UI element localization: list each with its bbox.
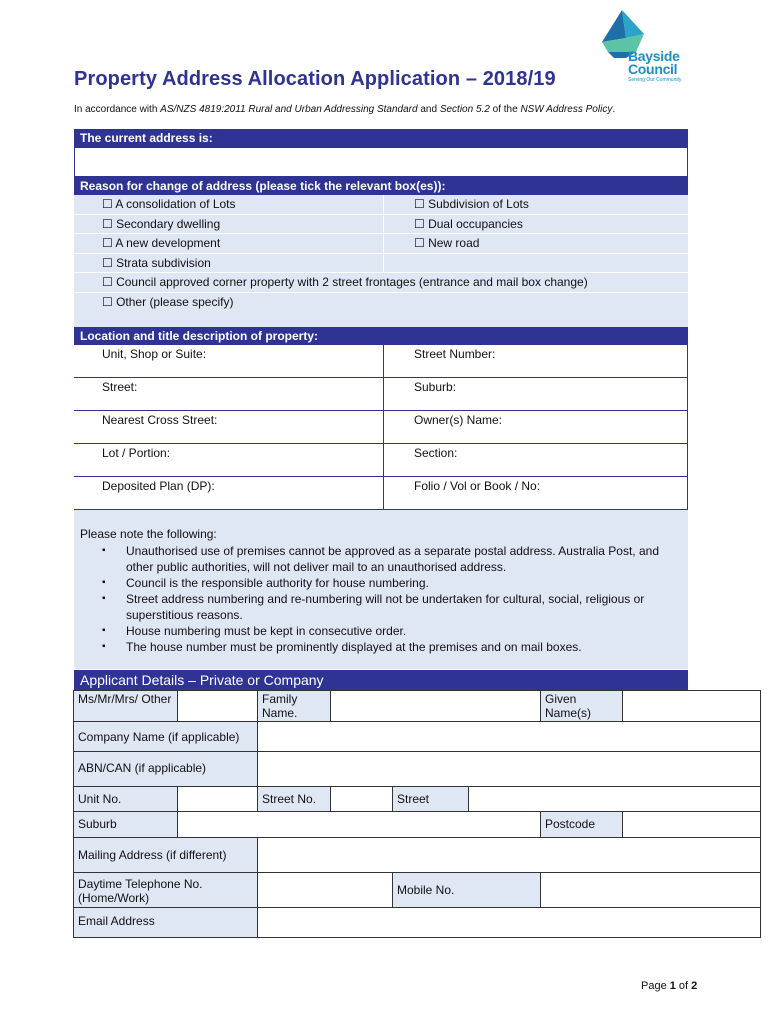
reason-checkbox-dual-occupancies[interactable]: ☐ Dual occupancies: [384, 215, 688, 235]
telephone-label: Daytime Telephone No. (Home/Work): [74, 873, 258, 908]
telephone-input[interactable]: [258, 873, 393, 908]
location-row: [74, 477, 688, 510]
family-name-label: Family Name.: [258, 691, 331, 722]
street-field[interactable]: Street:: [74, 378, 384, 411]
current-address-section: [74, 129, 688, 177]
unit-no-label: Unit No.: [74, 787, 178, 812]
notes-section: [74, 510, 688, 669]
unit-no-input[interactable]: [178, 787, 258, 812]
mailing-address-input[interactable]: [258, 838, 761, 873]
applicant-header: Applicant Details – Private or Company: [74, 670, 688, 691]
unit-shop-suite-field[interactable]: Unit, Shop or Suite:: [74, 345, 384, 378]
reason-row: [74, 195, 688, 215]
reason-row: [74, 234, 688, 254]
notes-list: [80, 543, 682, 655]
section-field[interactable]: Section:: [384, 444, 688, 477]
family-name-input[interactable]: [331, 691, 541, 722]
page-title: Property Address Allocation Application – 2018/19: [74, 68, 556, 90]
lot-portion-field[interactable]: Lot / Portion:: [74, 444, 384, 477]
abn-input[interactable]: [258, 752, 761, 787]
reason-checkbox-new-development[interactable]: ☐ A new development: [74, 234, 384, 254]
logo-text: Bayside Council: [628, 48, 680, 77]
postcode-label: Postcode: [541, 812, 623, 838]
applicant-section: [74, 670, 688, 691]
street-input[interactable]: [469, 787, 761, 812]
note-item: ▪ Council is the responsible authority for house numbering.: [80, 575, 682, 591]
folio-vol-field[interactable]: Folio / Vol or Book / No:: [384, 477, 688, 510]
current-address-header: The current address is:: [74, 129, 688, 147]
street-number-field[interactable]: Street Number:: [384, 345, 688, 378]
page-subtitle: In accordance with AS/NZS 4819:2011 Rural and Urban Addressing Standard and Section 5.2 of the NSW Address Policy.: [74, 104, 616, 115]
owners-name-field[interactable]: Owner(s) Name:: [384, 411, 688, 444]
location-section: [74, 327, 688, 510]
reason-empty-cell: [384, 254, 688, 274]
reason-checkbox-subdivision[interactable]: ☐ Subdivision of Lots: [384, 195, 688, 215]
postcode-input[interactable]: [623, 812, 761, 838]
reason-checkbox-secondary-dwelling[interactable]: ☐ Secondary dwelling: [74, 215, 384, 235]
location-row: [74, 378, 688, 411]
reason-header: Reason for change of address (please tick the relevant box(es)):: [74, 177, 688, 195]
location-row: [74, 444, 688, 477]
note-item: ▪ The house number must be prominently displayed at the premises and on mail boxes.: [80, 639, 682, 655]
applicant-table: [73, 690, 761, 938]
reason-checkbox-new-road[interactable]: ☐ New road: [384, 234, 688, 254]
mailing-address-label: Mailing Address (if different): [74, 838, 258, 873]
suburb-field[interactable]: Suburb:: [384, 378, 688, 411]
location-row: [74, 345, 688, 378]
title-label: Ms/Mr/Mrs/ Other: [74, 691, 178, 722]
suburb-input[interactable]: [178, 812, 541, 838]
company-name-label: Company Name (if applicable): [74, 722, 258, 752]
page-number: Page 1 of 2: [641, 980, 698, 992]
abn-label: ABN/CAN (if applicable): [74, 752, 258, 787]
reason-checkbox-strata[interactable]: ☐ Strata subdivision: [74, 254, 384, 274]
reason-checkbox-other[interactable]: ☐ Other (please specify): [74, 293, 688, 329]
note-item: ▪ Street address numbering and re-numbering will not be undertaken for cultural, social, religious or superstitious reasons.: [80, 591, 682, 623]
notes-intro: Please note the following:: [80, 527, 217, 541]
reason-row: [74, 254, 688, 274]
suburb-label: Suburb: [74, 812, 178, 838]
given-name-input[interactable]: [623, 691, 761, 722]
company-name-input[interactable]: [258, 722, 761, 752]
email-input[interactable]: [258, 908, 761, 938]
logo-tagline: Serving Our Community: [628, 77, 682, 83]
mobile-input[interactable]: [541, 873, 761, 908]
title-input[interactable]: [178, 691, 258, 722]
note-item: ▪ Unauthorised use of premises cannot be approved as a separate postal address. Australia Post, and other public authorities, will not deliver mail to an unauthorised address.: [80, 543, 682, 575]
street-no-label: Street No.: [258, 787, 331, 812]
reason-checkbox-corner-property[interactable]: ☐ Council approved corner property with 2 street frontages (entrance and mail box change): [74, 273, 688, 293]
given-name-label: Given Name(s): [541, 691, 623, 722]
street-no-input[interactable]: [331, 787, 393, 812]
mobile-label: Mobile No.: [393, 873, 541, 908]
reason-row: [74, 293, 688, 329]
street-label: Street: [393, 787, 469, 812]
location-header: Location and title description of property:: [74, 327, 688, 345]
reason-row: [74, 273, 688, 293]
email-label: Email Address: [74, 908, 258, 938]
nearest-cross-street-field[interactable]: Nearest Cross Street:: [74, 411, 384, 444]
reason-section: [74, 177, 688, 329]
deposited-plan-field[interactable]: Deposited Plan (DP):: [74, 477, 384, 510]
location-row: [74, 411, 688, 444]
note-item: ▪ House numbering must be kept in consecutive order.: [80, 623, 682, 639]
current-address-input[interactable]: [74, 147, 688, 177]
reason-checkbox-consolidation[interactable]: ☐ A consolidation of Lots: [74, 195, 384, 215]
reason-row: [74, 215, 688, 235]
